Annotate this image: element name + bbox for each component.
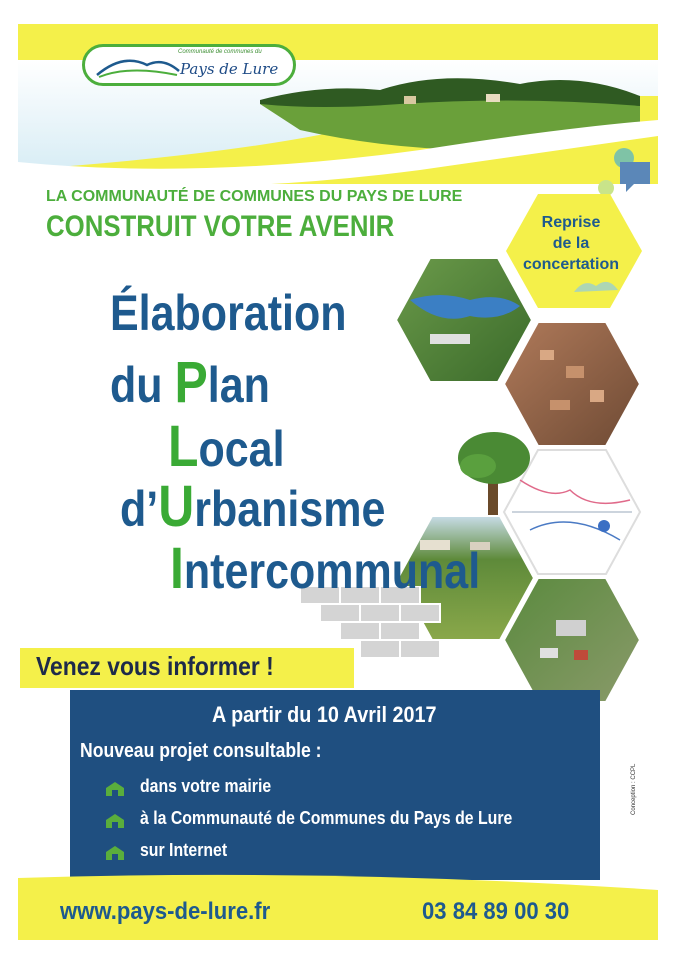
title-line-plan [110,350,270,415]
town-hall-icon [104,844,126,862]
title-word: ntercommunal [183,543,481,599]
title-word: d’ [120,481,159,537]
title-line-local [168,414,285,479]
title-word: rbanisme [194,481,386,537]
start-date: A partir du 10 Avril 2017 [212,702,437,727]
title-word: ocal [198,421,285,477]
logo-subtitle: Communauté de communes du [178,49,262,55]
consult-item-mairie: dans votre mairie [140,776,272,796]
logo-title: Pays de Lure [180,60,279,78]
badge-line3: concertation [522,256,619,273]
headline-line2: CONSTRUIT VOTRE AVENIR [46,210,395,243]
consult-intro: Nouveau projet consultable : [80,740,322,762]
town-hall-icon [104,780,126,798]
title-line-intercommunal [170,536,481,601]
headline-line1: LA COMMUNAUTÉ DE COMMUNES DU PAYS DE LURE [46,188,463,205]
consult-item-communaute: à la Communauté de Communes du Pays de Lure [140,808,513,828]
design-credit: Conception : CCPL [631,763,637,815]
badge-line2: de la [552,235,590,252]
title-letter-i: I [170,536,184,601]
consult-item-internet: sur Internet [140,840,228,860]
title-line-elaboration: Élaboration [110,285,347,341]
phone-number[interactable]: 03 84 89 00 30 [422,898,570,925]
town-model-hexagon [504,322,640,446]
lake-photo-hexagon [396,258,532,382]
title-word: du [110,357,175,413]
website-link[interactable]: www.pays-de-lure.fr [60,898,271,925]
badge-line1: Reprise [541,214,601,231]
call-to-action: Venez vous informer ! [36,651,274,681]
title-word: lan [207,357,270,413]
town-hall-icon [104,812,126,830]
title-letter-l: L [168,414,199,479]
title-line-urbanisme [120,474,386,539]
title-letter-p: P [174,350,208,415]
title-letter-u: U [158,474,195,539]
